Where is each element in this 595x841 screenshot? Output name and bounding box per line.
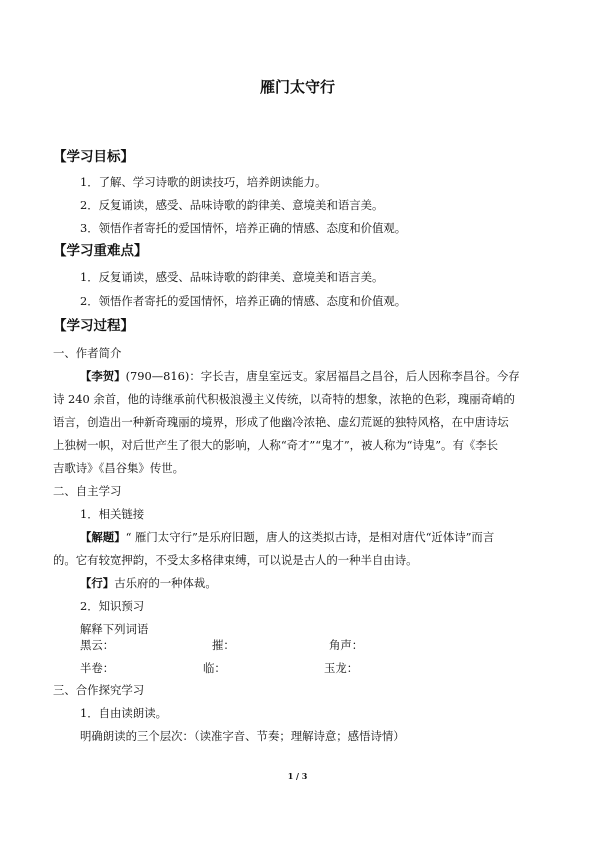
page-title: 雁门太守行 [259, 78, 335, 96]
xing-line [80, 576, 217, 590]
read-levels: 明确朗读的三个层次：（读准字音、节奏；理解诗意；感悟诗情） [80, 729, 405, 743]
vocab-cui: 摧： [212, 638, 235, 652]
author-heading: 一、作者简介 [53, 346, 122, 360]
vocab-lin: 临： [203, 661, 226, 675]
author-line-1 [80, 369, 520, 383]
xing-text: 古乐府的一种体裁。 [114, 576, 217, 590]
xing-label: 【行】 [80, 576, 115, 590]
vocab-jiaosheng: 角声： [329, 638, 364, 652]
vocab-banjuan: 半卷： [80, 661, 115, 675]
author-text-1: (790—816)：字长吉，唐皇室远支。家居福昌之昌谷，后人因称李昌谷。今存 [125, 369, 520, 383]
goal-item-3: 3．领悟作者寄托的爱国情怀，培养正确的情感、态度和价值观。 [80, 221, 407, 235]
key-points-heading: 【学习重难点】 [53, 243, 148, 259]
jieti-line-1 [80, 530, 494, 544]
read-heading: 1．自由读朗读。 [80, 706, 167, 720]
vocab-yulong: 玉龙： [324, 661, 359, 675]
jieti-text-1: “ 雁门太守行”是乐府旧题，唐人的这类拟古诗，是相对唐代“近体诗”而言 [125, 530, 495, 544]
jieti-label: 【解题】 [80, 530, 126, 544]
author-line-3: 语言，创造出一种新奇瑰丽的境界，形成了他幽冷浓艳、虚幻荒诞的独特风格，在中唐诗坛 [53, 415, 509, 429]
goals-heading: 【学习目标】 [53, 149, 134, 165]
author-label: 【李贺】 [80, 369, 126, 383]
process-heading: 【学习过程】 [53, 318, 134, 334]
goal-item-2: 2．反复诵读，感受、品味诗歌的韵律美、意境美和语言美。 [80, 198, 384, 212]
author-line-2: 诗 240 余首，他的诗继承前代积极浪漫主义传统，以奇特的想象，浓艳的色彩，瑰丽奇峭的 [53, 392, 515, 406]
jieti-line-2: 的。它有较宽押韵，不受太多格律束缚，可以说是古人的一种半自由诗。 [53, 553, 418, 567]
vocab-heiyun: 黑云： [80, 638, 115, 652]
key-point-item-2: 2．领悟作者寄托的爱国情怀，培养正确的情感、态度和价值观。 [80, 294, 407, 308]
self-study-heading: 二、自主学习 [53, 484, 122, 498]
explore-heading: 三、合作探究学习 [53, 683, 145, 697]
key-point-item-1: 1．反复诵读，感受、品味诗歌的韵律美、意境美和语言美。 [80, 270, 384, 284]
goal-item-1: 1．了解、学习诗歌的朗读技巧，培养朗读能力。 [80, 175, 327, 189]
author-line-4: 上独树一帜，对后世产生了很大的影响，人称“奇才”“鬼才”，被人称为“诗鬼”。有《李长 [53, 438, 499, 452]
link-heading: 1．相关链接 [80, 507, 145, 521]
preview-heading: 2．知识预习 [80, 599, 145, 613]
author-line-5: 吉歌诗》《昌谷集》传世。 [53, 461, 184, 475]
explain-prompt: 解释下列词语 [80, 622, 149, 636]
page-number: 1 / 3 [287, 771, 308, 781]
